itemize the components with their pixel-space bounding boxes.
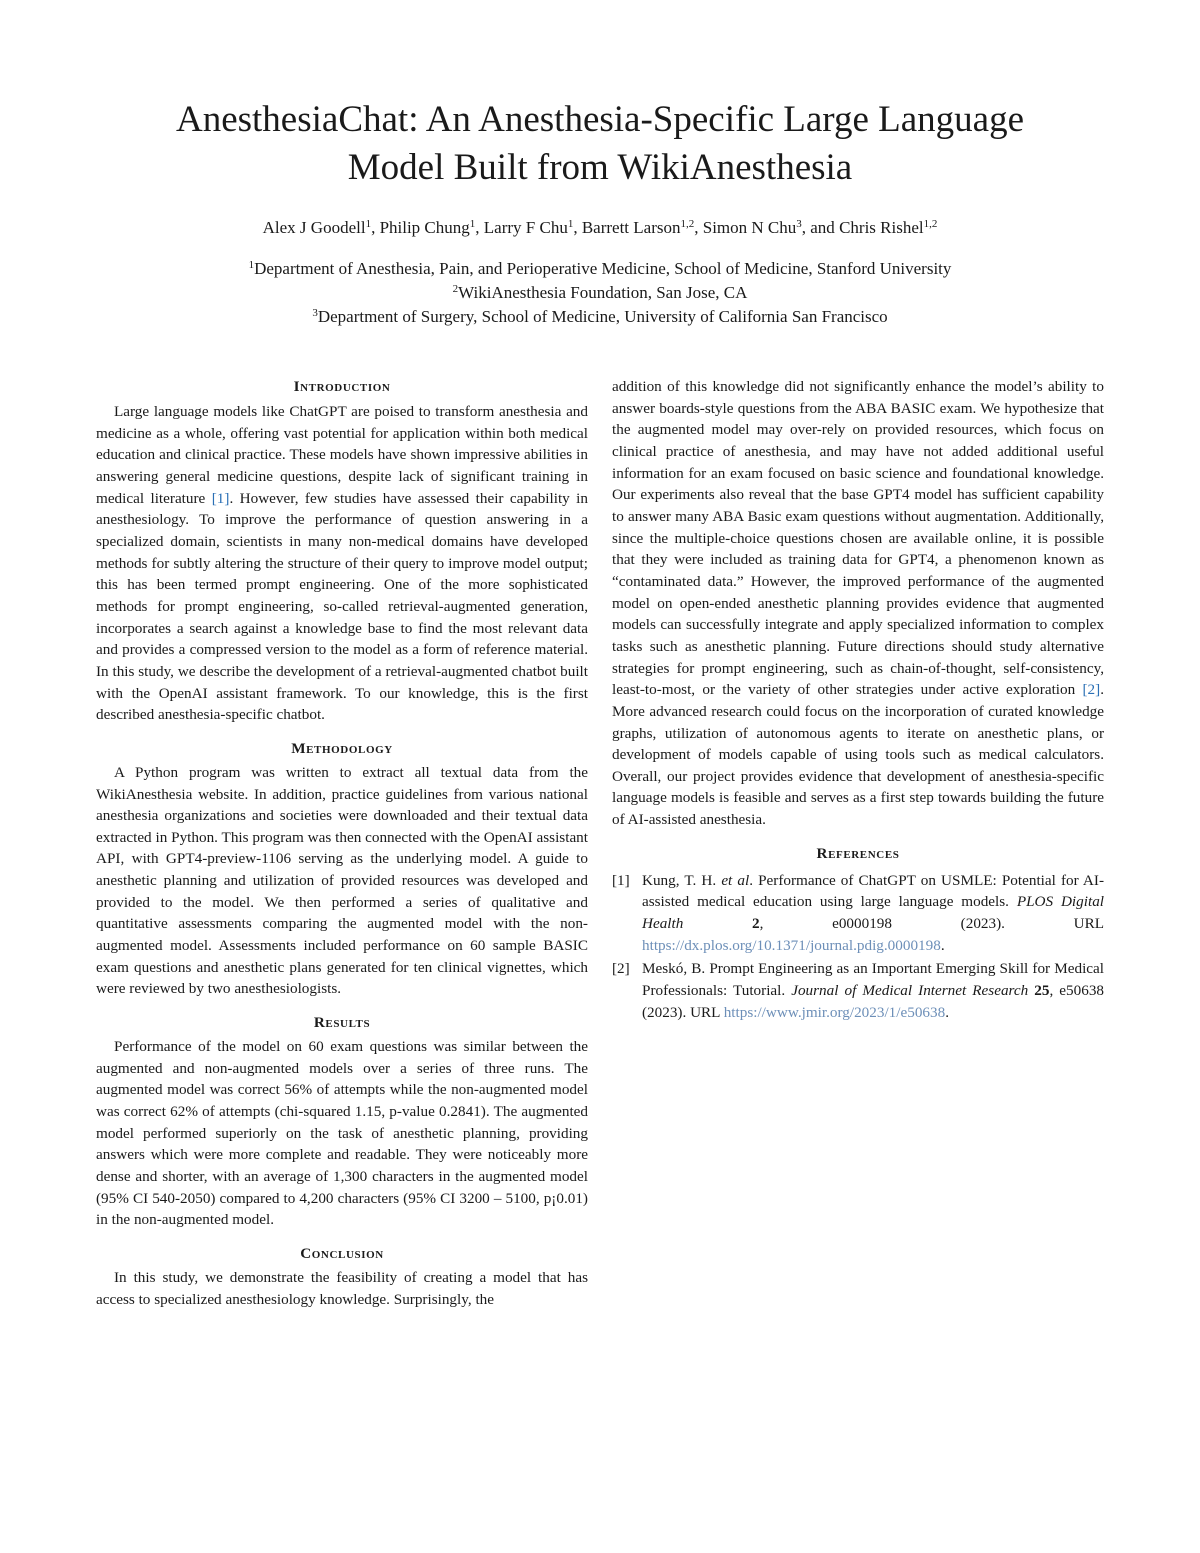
author: Philip Chung bbox=[379, 218, 470, 237]
introduction-text: . However, few studies have assessed their capability in anesthesiology. To improve the performance of question answering in a specialized domain, scientists in many non-medical domains have developed methods for subtly altering the structure of their query to improve model output; this has been termed prompt engineering. One of the more sophisticated methods for prompt engineering, so-called retrieval-augmented generation, incorporates a search against a knowledge base to find the most relevant data and provides a compressed version to the model as a form of reference material. In this study, we describe the development of a retrieval-augmented chatbot built with the OpenAI assistant framework. To our knowledge, this is the first described anesthesia-specific chatbot. bbox=[96, 489, 588, 724]
methodology-paragraph: A Python program was written to extract all textual data from the WikiAnesthesia website. In addition, practice guidelines from various national anesthesia organizations and societies were downloaded and their textual data extracted in Python. This program was then connected with the OpenAI assistant API, with GPT4-preview-1106 serving as the underlying model. A guide to anesthetic planning and utilization of provided resources was developed and provided to the model. We then performed a series of qualitative and quantitative assessments comparing the augmented model with the non-augmented model. Assessments included performance on 60 sample BASIC exam questions and anesthetic plans generated for ten clinical vignettes, which were reviewed by two anesthesiologists. bbox=[96, 763, 588, 998]
references-heading: References bbox=[816, 844, 900, 862]
author: Alex J Goodell bbox=[262, 218, 366, 237]
affiliation-mark: 3 bbox=[312, 306, 318, 319]
author-affiliation-mark: 1 bbox=[567, 217, 574, 230]
reference-list bbox=[612, 870, 1104, 1024]
reference-url-link[interactable]: https://dx.plos.org/10.1371/journal.pdig.0000198 bbox=[642, 936, 941, 954]
title-line-1: AnesthesiaChat: An Anesthesia-Specific Large Language bbox=[175, 99, 1024, 140]
methodology-heading: Methodology bbox=[291, 739, 393, 757]
affiliation-text: Department of Surgery, School of Medicine, University of California San Francisco bbox=[317, 307, 888, 326]
results-heading: Results bbox=[313, 1014, 371, 1032]
left-column bbox=[96, 376, 588, 1310]
affiliation-list bbox=[100, 257, 1100, 329]
reference-etal: et al bbox=[721, 871, 750, 889]
reference-url-link[interactable]: https://www.jmir.org/2023/1/e50638 bbox=[723, 1003, 946, 1021]
reference-item bbox=[612, 870, 1104, 957]
reference-text: Kung, T. H. bbox=[642, 871, 722, 889]
affiliation bbox=[100, 305, 1100, 329]
reference-text: . bbox=[940, 936, 945, 954]
reference-journal: Journal of Medical Internet Research bbox=[791, 982, 1029, 1000]
author: Simon N Chu bbox=[702, 218, 797, 237]
title-line-2: Model Built from WikiAnesthesia bbox=[347, 147, 853, 188]
author-affiliation-mark: 3 bbox=[796, 217, 802, 230]
conclusion-paragraph-continued bbox=[612, 376, 1104, 831]
right-column bbox=[612, 376, 1104, 1025]
citation-link[interactable]: [2] bbox=[1082, 681, 1101, 699]
affiliation bbox=[100, 281, 1100, 305]
citation-link[interactable]: [1] bbox=[211, 489, 230, 507]
author-affiliation-mark: 1 bbox=[365, 217, 372, 230]
author-affiliation-mark: 1 bbox=[469, 217, 476, 230]
author-affiliation-mark: 1,2 bbox=[680, 217, 695, 230]
affiliation bbox=[100, 257, 1100, 281]
reference-text: , e50638 (2023). URL bbox=[642, 982, 1105, 1021]
author: Chris Rishel bbox=[839, 218, 924, 237]
affiliation-text: Department of Anesthesia, Pain, and Perioperative Medicine, School of Medicine, Stanford University bbox=[254, 259, 952, 278]
introduction-heading: Introduction bbox=[293, 378, 391, 395]
author-conjunction: and bbox=[810, 218, 835, 237]
conclusion-text: addition of this knowledge did not significantly enhance the model’s ability to answer boards-style questions from the ABA BASIC exam. We hypothesize that the augmented model may over-rely on provided resources, which focus on clinical practice of anesthesia, and may have not added additional useful information for an exam focused on basic science and foundational knowledge. Our experiments also reveal that the base GPT4 model has sufficient capability to answer many ABA Basic exam questions without augmentation. Additionally, since the multiple-choice questions chosen are available online, it is possible that they were included as training data for GPT4, a phenomenon known as “contaminated data.” However, the improved performance of the augmented model on open-ended anesthetic planning provides evidence that augmented models can successfully integrate and apply specialized information to complex tasks such as anesthetic planning. Future directions should study alternative strategies for prompt engineering, such as chain-of-thought, self-consistency, least-to-most, or the variety of other strategies under active exploration bbox=[612, 378, 1104, 699]
reference-text: Meskó, B. Prompt Engineering as an Important Emerging Skill for Medical Professionals: Tutorial. bbox=[642, 960, 1104, 1000]
results-paragraph: Performance of the model on 60 exam questions was similar between the augmented and non-augmented models over a series of three runs. The augmented model was correct 56% of attempts while the non-augmented model was correct 62% of attempts (chi-squared 1.15, p-value 0.2841). The augmented model performed superiorly on the task of anesthetic planning, providing answers which were more complete and readable. They were noticeably more dense and shorter, with an average of 1,300 characters in the augmented model (95% CI 540-2050) compared to 4,200 characters (95% CI 3200 – 5100, p¡0.01) in the non-augmented model. bbox=[96, 1038, 588, 1229]
reference-item bbox=[612, 958, 1104, 1023]
affiliation-mark: 2 bbox=[452, 282, 459, 295]
reference-number: [1] bbox=[612, 871, 630, 889]
author-affiliation-mark: 1,2 bbox=[923, 217, 938, 230]
reference-text: . bbox=[945, 1003, 949, 1021]
conclusion-text: . More advanced research could focus on the incorporation of curated knowledge graphs, utilization of autonomous agents to iterate on anesthetic plans, or development of models capable of using tools such as medical calculators. Overall, our project provides evidence that development of anesthesia-specific language models is feasible and serves as a first step towards building the future of AI-assisted anesthesia. bbox=[612, 681, 1104, 829]
reference-volume: 2 bbox=[752, 915, 760, 933]
conclusion-heading: Conclusion bbox=[300, 1244, 384, 1262]
reference-text: . Performance of ChatGPT on USMLE: Potential for AI-assisted medical education using large language models. bbox=[642, 871, 1105, 911]
affiliation-mark: 1 bbox=[248, 258, 255, 271]
affiliation-text: WikiAnesthesia Foundation, San Jose, CA bbox=[458, 283, 748, 302]
reference-volume: 25 bbox=[1034, 982, 1050, 1000]
author: Larry F Chu bbox=[483, 218, 568, 237]
conclusion-paragraph: In this study, we demonstrate the feasibility of creating a model that has access to specialized anesthesiology knowledge. Surprisingly, the bbox=[96, 1268, 588, 1308]
reference-text: , e0000198 (2023). URL bbox=[759, 915, 1105, 933]
introduction-paragraph bbox=[96, 401, 588, 726]
introduction-text: Large language models like ChatGPT are poised to transform anesthesia and medicine as a whole, offering vast potential for application within both medical education and clinical practice. These models have shown impressive abilities in answering general medicine questions, despite lack of significant training in medical literature bbox=[96, 403, 588, 507]
author: Barrett Larson bbox=[581, 218, 681, 237]
author-list: Alex J Goodell$^1$, Philip Chung$^1$, Larry F Chu$^1$, Barrett Larson$^{1,2}$, Simon N Chu$^3$, and Chris Rishel$^{1,2}$ bbox=[262, 217, 938, 237]
paper-title bbox=[100, 96, 1100, 192]
reference-number: [2] bbox=[612, 960, 630, 978]
reference-journal: PLOS Digital Health bbox=[642, 893, 1105, 933]
